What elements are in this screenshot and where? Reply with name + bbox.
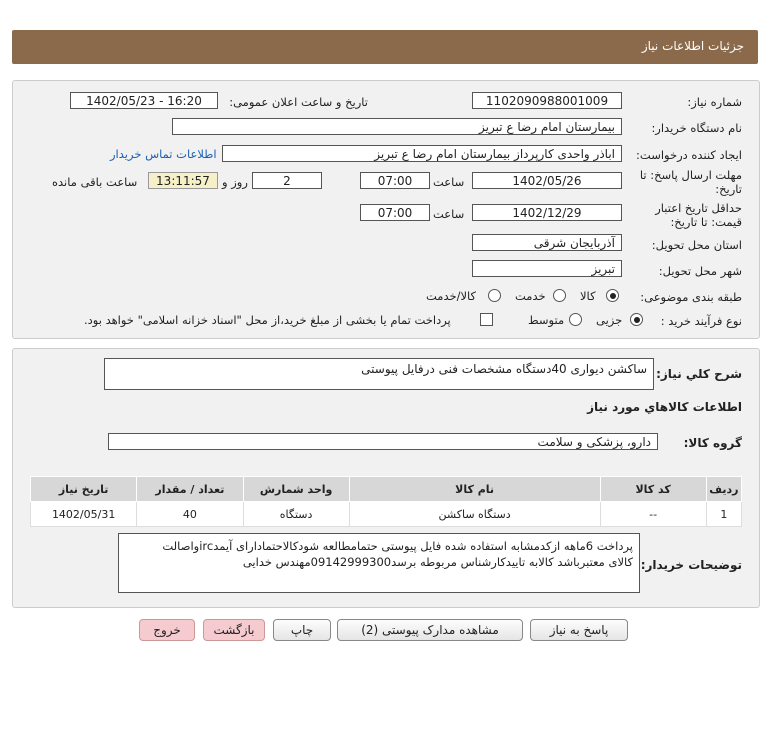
col-date: تاریخ نیاز — [31, 477, 137, 502]
page-title: جزئیات اطلاعات نیاز — [641, 39, 744, 53]
view-attachments-button[interactable]: مشاهده مدارک پیوستی (2) — [337, 619, 523, 641]
validity-time-word: ساعت — [433, 207, 465, 221]
days-word: روز و — [222, 175, 248, 189]
announce-label: تاریخ و ساعت اعلان عمومی: — [229, 95, 368, 109]
deadline-time-word: ساعت — [433, 175, 465, 189]
validity-date-field: 1402/12/29 — [472, 204, 622, 221]
cell-unit: دستگاه — [243, 502, 349, 527]
need-number-label: شماره نیاز: — [687, 95, 742, 109]
treasury-payment-note: پرداخت تمام یا بخشی از مبلغ خرید،از محل "اسناد خزانه اسلامی" خواهد بود. — [84, 313, 451, 327]
cell-qty: 40 — [137, 502, 243, 527]
reply-button[interactable]: پاسخ به نیاز — [530, 619, 628, 641]
process-label: نوع فرآیند خرید : — [660, 314, 742, 328]
announce-field: 1402/05/23 - 16:20 — [70, 92, 218, 109]
buyer-notes-line-2: کالای معتبرباشد کالابه تاییدکارشناس مربوطه برسد09142999300مهندس خدایی — [242, 555, 633, 569]
category-goods-label: کالا — [580, 289, 596, 303]
deadline-date-field: 1402/05/26 — [472, 172, 622, 189]
goods-group-label: گروه کالا: — [683, 436, 742, 450]
cell-code: -- — [600, 502, 706, 527]
goods-info-title: اطلاعات کالاهاي مورد نياز — [587, 400, 742, 414]
remaining-time-field: 13:11:57 — [148, 172, 218, 189]
buyer-notes-field — [118, 533, 640, 593]
buyer-org-field: بیمارستان امام رضا ع تبریز — [172, 118, 622, 135]
process-medium-label: متوسط — [528, 313, 565, 327]
back-button[interactable]: بازگشت — [203, 619, 265, 641]
cell-row: 1 — [706, 502, 741, 527]
cell-date: 1402/05/31 — [31, 502, 137, 527]
category-radio-service[interactable] — [553, 289, 566, 302]
category-radio-goods[interactable] — [606, 289, 619, 302]
province-label: استان محل تحویل: — [651, 238, 742, 252]
city-field: تبریز — [472, 260, 622, 277]
col-name: نام کالا — [349, 477, 600, 502]
table-row — [31, 502, 742, 527]
contact-buyer-link[interactable]: اطلاعات تماس خریدار — [110, 147, 217, 161]
city-label: شهر محل تحویل: — [658, 264, 742, 278]
remaining-word: ساعت باقی مانده — [52, 175, 138, 189]
category-goods-service-label: کالا/خدمت — [426, 289, 477, 303]
validity-label-1: حداقل تاریخ اعتبار — [655, 201, 742, 215]
page-header — [12, 30, 758, 64]
process-minor-label: جزیی — [596, 313, 623, 327]
treasury-payment-checkbox[interactable] — [480, 313, 493, 326]
col-row: ردیف — [706, 477, 741, 502]
need-number-field: 1102090988001009 — [472, 92, 622, 109]
validity-label-2: قیمت: تا تاریخ: — [670, 215, 742, 229]
goods-table-header — [31, 477, 742, 502]
deadline-label-1: مهلت ارسال پاسخ: تا — [639, 168, 742, 182]
category-service-label: خدمت — [515, 289, 546, 303]
goods-group-field: دارو، پزشکی و سلامت — [108, 433, 658, 450]
col-unit: واحد شمارش — [243, 477, 349, 502]
province-field: آذربایجان شرقی — [472, 234, 622, 251]
deadline-label-2: تاریخ: — [715, 182, 742, 196]
process-radio-medium[interactable] — [569, 313, 582, 326]
col-code: کد کالا — [600, 477, 706, 502]
print-button[interactable]: چاپ — [273, 619, 331, 641]
days-field: 2 — [252, 172, 322, 189]
deadline-time-field: 07:00 — [360, 172, 430, 189]
goods-table — [30, 476, 742, 527]
buyer-org-label: نام دستگاه خریدار: — [651, 121, 742, 135]
buyer-notes-line-1: پرداخت 6ماهه ازکدمشابه استفاده شده فایل پیوستی حتمامطالعه شودکالاحتمادارای آیمدircواصالت — [162, 539, 633, 553]
process-radio-minor[interactable] — [630, 313, 643, 326]
summary-label: شرح کلي نياز: — [656, 367, 742, 381]
exit-button[interactable]: خروج — [139, 619, 195, 641]
col-qty: تعداد / مقدار — [137, 477, 243, 502]
creator-label: ایجاد کننده درخواست: — [636, 148, 742, 162]
buyer-notes-label: توضیحات خریدار: — [640, 558, 742, 572]
summary-field: ساکشن دیواری 40دستگاه مشخصات فنی درفایل پیوستی — [104, 358, 654, 390]
cell-name: دستگاه ساکشن — [349, 502, 600, 527]
creator-field: اباذر واحدی کارپرداز بیمارستان امام رضا ع تبریز — [222, 145, 622, 162]
category-radio-goods-service[interactable] — [488, 289, 501, 302]
validity-time-field: 07:00 — [360, 204, 430, 221]
category-label: طبقه بندی موضوعی: — [640, 290, 742, 304]
